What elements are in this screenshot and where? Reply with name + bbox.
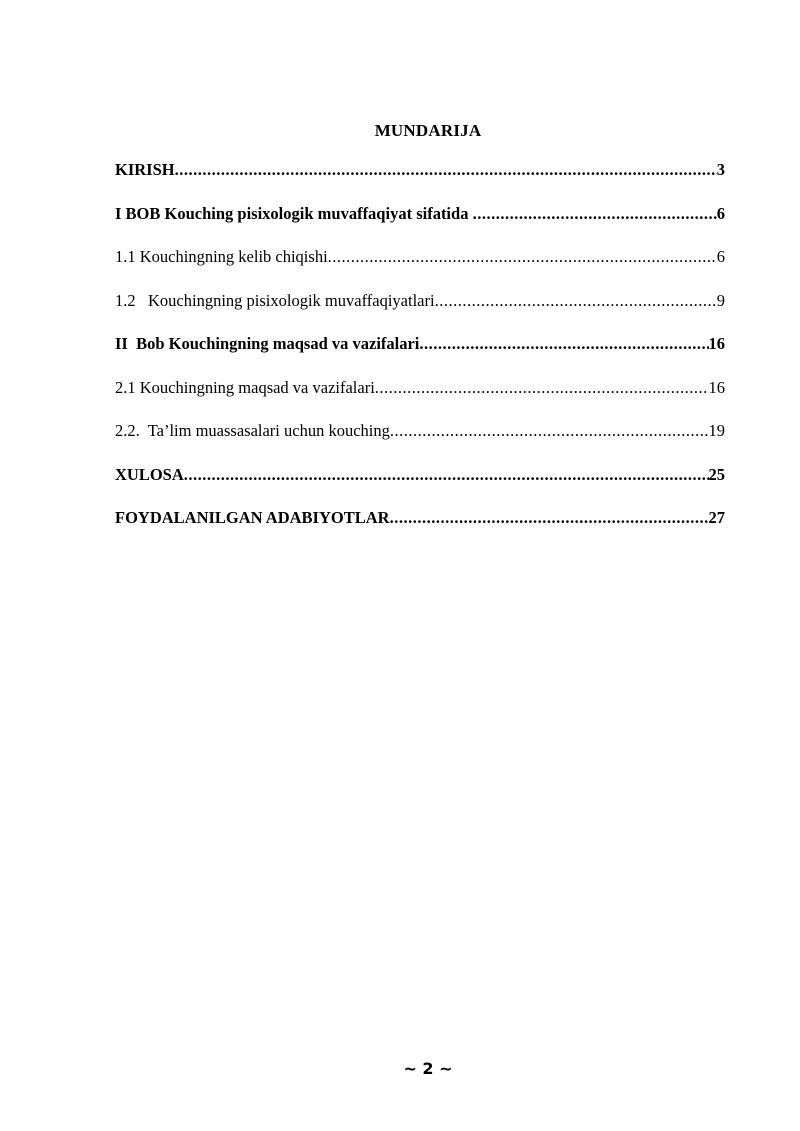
toc-leader-dots bbox=[419, 334, 708, 354]
toc-entry-2-2 bbox=[115, 421, 725, 465]
toc-leader-dots bbox=[375, 378, 709, 398]
toc-entry-label: 2.2. Ta’lim muassasalari uchun kouching bbox=[115, 421, 390, 440]
toc-entry-page: 25 bbox=[708, 464, 725, 484]
toc-entry-bob-2 bbox=[115, 334, 725, 378]
page-title: MUNDARIJA bbox=[374, 121, 482, 140]
toc-leader-dots bbox=[473, 204, 717, 224]
toc-entry-page: 3 bbox=[716, 160, 725, 179]
toc-entry-page: 27 bbox=[708, 508, 725, 527]
toc-entry-page: 6 bbox=[716, 203, 725, 223]
toc-entry-label: XULOSA bbox=[115, 464, 184, 484]
toc-entry-1-1 bbox=[115, 247, 725, 291]
table-of-contents bbox=[115, 160, 725, 552]
toc-entry-label: I BOB Kouching pisixologik muvaffaqiyat sifatida bbox=[115, 203, 473, 223]
toc-entry-page: 6 bbox=[716, 247, 725, 266]
page-number: ~ 2 ~ bbox=[403, 1059, 453, 1078]
toc-entry-label: 1.1 Kouchingning kelib chiqishi bbox=[115, 247, 328, 266]
toc-entry-1-2 bbox=[115, 291, 725, 335]
toc-entry-label: KIRISH bbox=[115, 160, 175, 179]
toc-leader-dots bbox=[184, 465, 709, 485]
toc-entry-label: 2.1 Kouchingning maqsad va vazifalari bbox=[115, 377, 375, 397]
toc-entry-label: 1.2 Kouchingning pisixologik muvaffaqiyatlari bbox=[115, 290, 435, 310]
toc-entry-adabiyotlar bbox=[115, 508, 725, 552]
toc-entry-label: II Bob Kouchingning maqsad va vazifalari bbox=[115, 334, 420, 353]
toc-entry-page: 9 bbox=[716, 290, 725, 310]
toc-leader-dots bbox=[175, 160, 717, 180]
toc-entry-page: 16 bbox=[708, 334, 725, 353]
toc-entry-xulosa bbox=[115, 465, 725, 509]
toc-leader-dots bbox=[328, 247, 717, 267]
toc-leader-dots bbox=[390, 508, 709, 528]
toc-entry-2-1 bbox=[115, 378, 725, 422]
toc-entry-kirish bbox=[115, 160, 725, 204]
toc-entry-page: 19 bbox=[708, 421, 725, 440]
toc-leader-dots bbox=[390, 421, 709, 441]
toc-leader-dots bbox=[435, 291, 717, 311]
toc-entry-bob-1 bbox=[115, 204, 725, 248]
toc-entry-page: 16 bbox=[708, 377, 725, 397]
toc-entry-label: FOYDALANILGAN ADABIYOTLAR bbox=[115, 508, 390, 527]
